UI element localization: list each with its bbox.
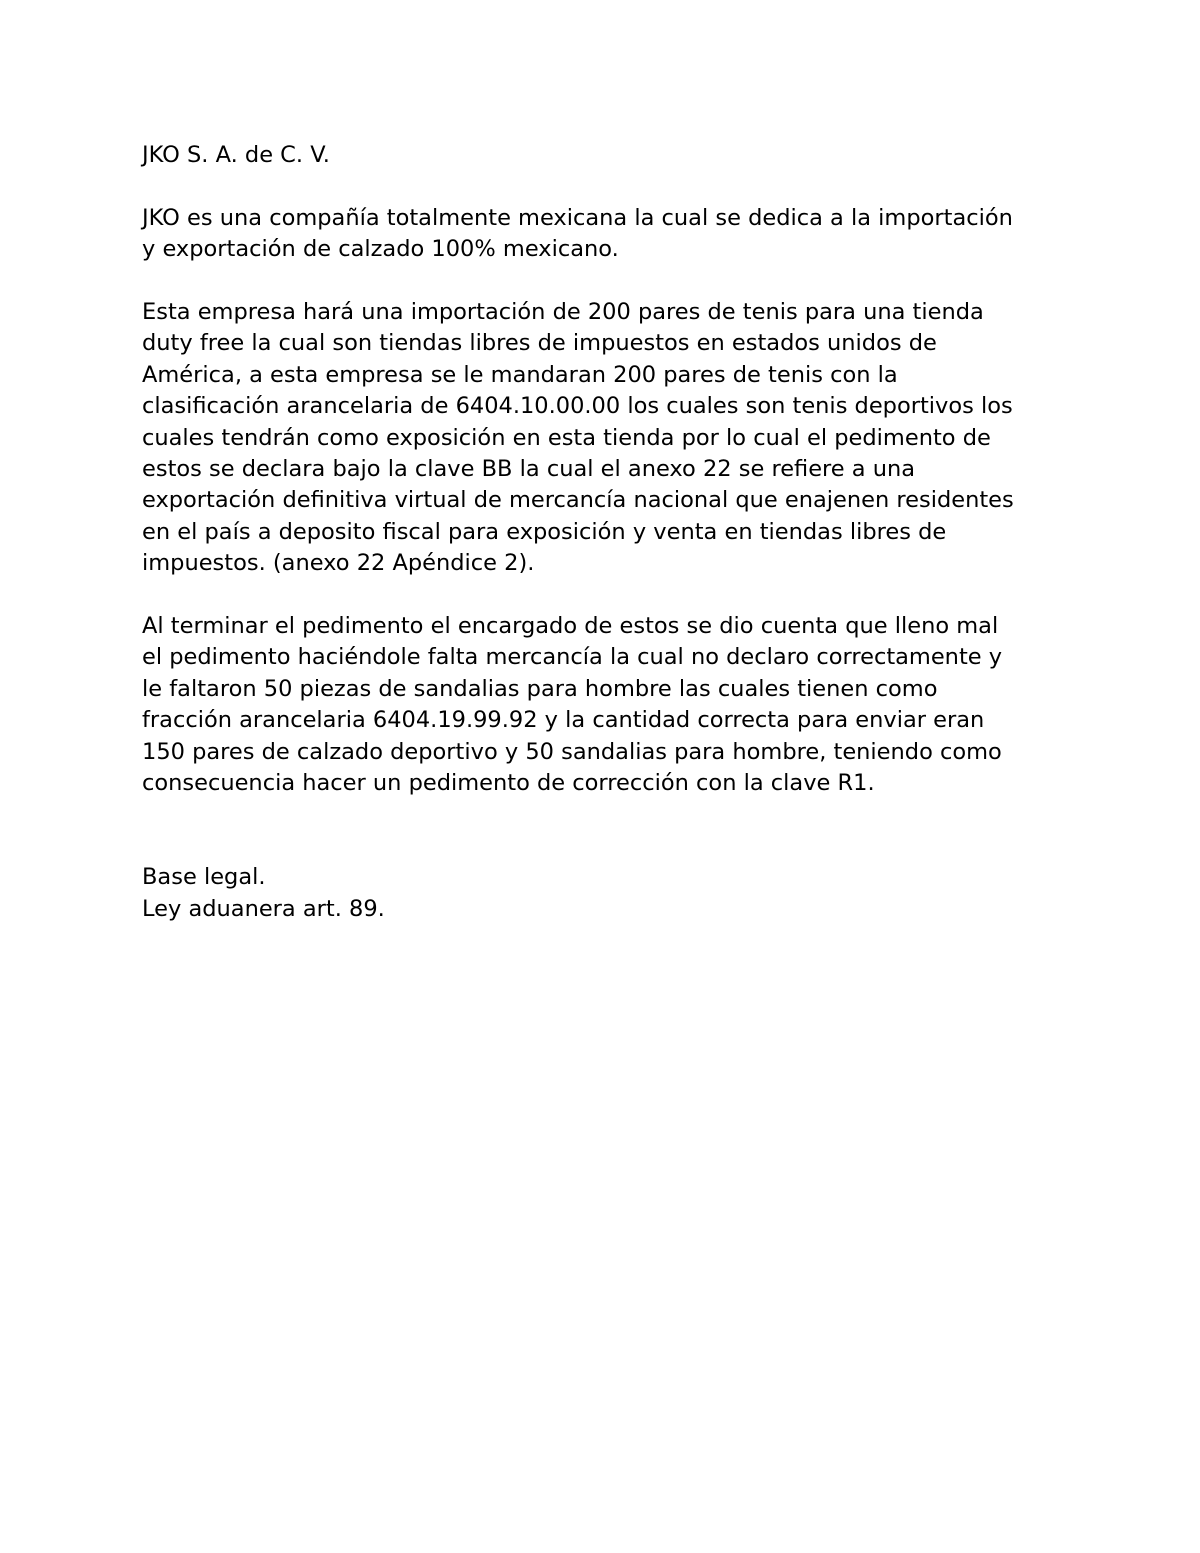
document-title: JKO S. A. de C. V. [142, 142, 330, 168]
paragraph-line: estos se declara bajo la clave BB la cual el anexo 22 se refiere a una [142, 456, 916, 483]
spacer [142, 580, 1062, 611]
paragraph-line: duty free la cual son tiendas libres de impuestos en estados unidos de [142, 330, 937, 357]
paragraph-line: cuales tendrán como exposición en esta tienda por lo cual el pedimento de [142, 424, 991, 451]
spacer [142, 266, 1062, 297]
legal-heading: Base legal. [142, 864, 266, 891]
paragraph-line: fracción arancelaria 6404.19.99.92 y la cantidad correcta para enviar eran [142, 707, 985, 734]
spacer [142, 171, 1062, 202]
paragraph-line: le faltaron 50 piezas de sandalias para hombre las cuales tienen como [142, 675, 938, 702]
paragraph-line: clasificación arancelaria de 6404.10.00.00 los cuales son tenis deportivos los [142, 393, 1013, 420]
legal-reference: Ley aduanera art. 89. [142, 895, 385, 922]
paragraph-line: impuestos. (anexo 22 Apéndice 2). [142, 550, 535, 577]
paragraph-line: y exportación de calzado 100% mexicano. [142, 236, 619, 263]
paragraph-line: el pedimento haciéndole falta mercancía la cual no declaro correctamente y [142, 644, 1003, 671]
paragraph-line: exportación definitiva virtual de mercancía nacional que enajenen residentes [142, 487, 1014, 514]
paragraph-company-description [142, 203, 1062, 266]
paragraph-import-details [142, 297, 1062, 580]
paragraph-line: en el país a deposito fiscal para exposición y venta en tiendas libres de [142, 518, 947, 545]
paragraph-line: América, a esta empresa se le mandaran 200 pares de tenis con la [142, 361, 898, 388]
paragraph-line: JKO es una compañía totalmente mexicana la cual se dedica a la importación [142, 204, 1013, 231]
paragraph-line: Esta empresa hará una importación de 200 pares de tenis para una tienda [142, 299, 984, 325]
paragraph-correction [142, 611, 1062, 799]
paragraph-line: consecuencia hacer un pedimento de corrección con la clave R1. [142, 770, 875, 797]
paragraph-line: 150 pares de calzado deportivo y 50 sandalias para hombre, teniendo como [142, 738, 1002, 765]
spacer [142, 799, 1062, 862]
document-body [142, 140, 1062, 925]
paragraph-line: Al terminar el pedimento el encargado de estos se dio cuenta que lleno mal [142, 613, 999, 640]
